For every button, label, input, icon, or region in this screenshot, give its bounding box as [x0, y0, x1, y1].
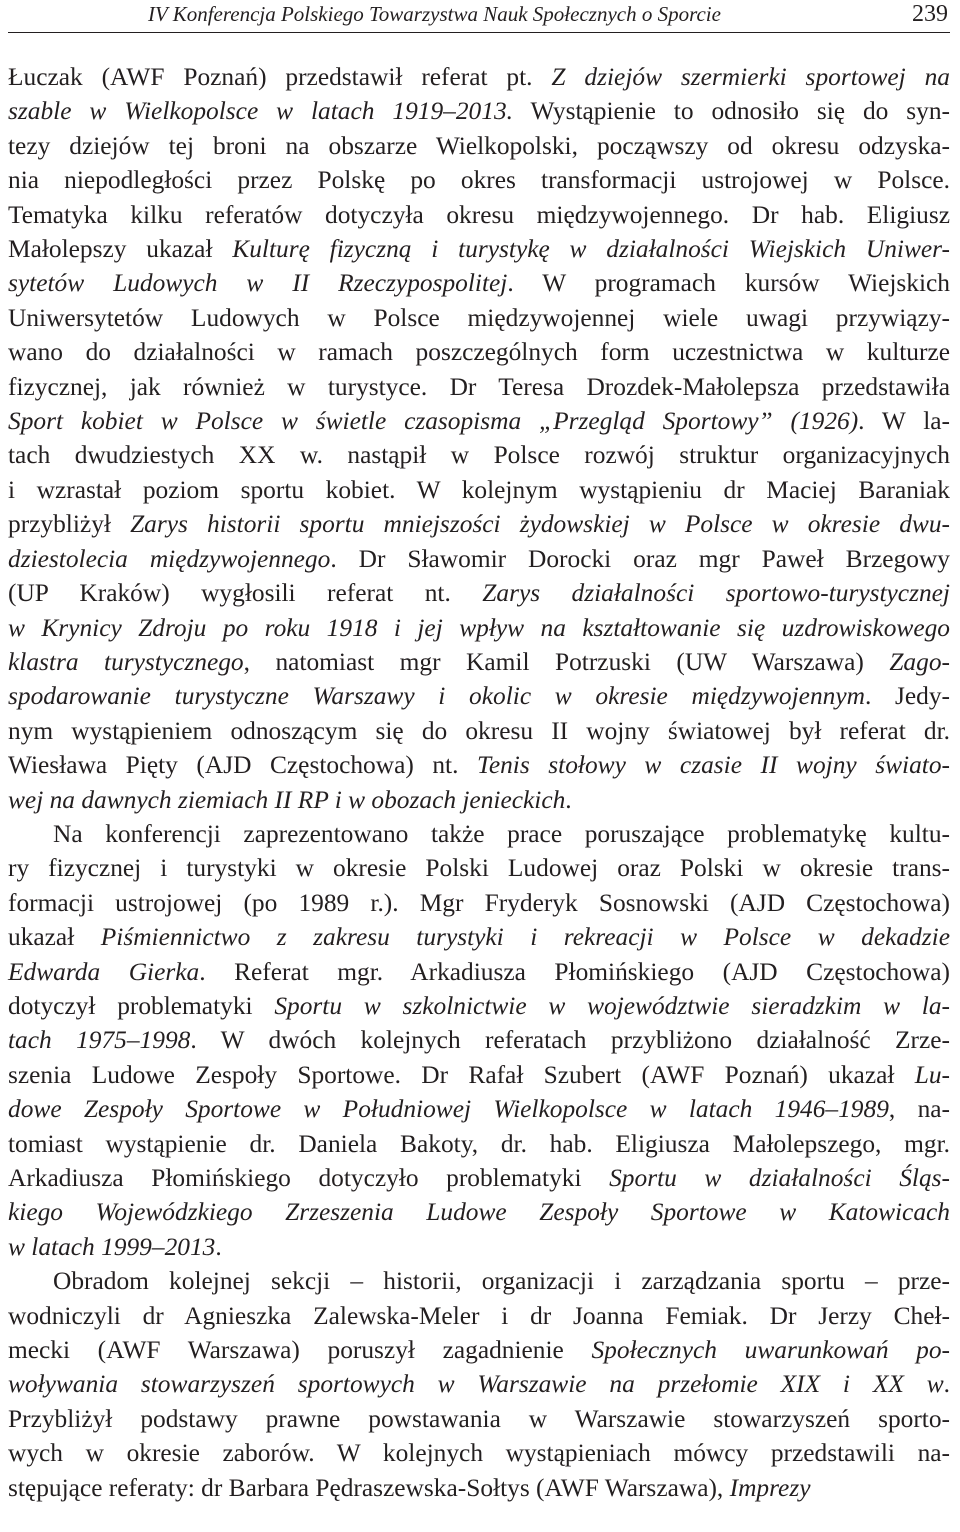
text-run: szenia Ludowe Zespoły Sportowe. Dr Rafał Szubert (AWF Poznań) ukazał: [8, 1060, 915, 1089]
italic-title-run: Kulturę fizyczną i turystykę w działalności Wiejskich Uniwer-: [232, 235, 950, 264]
italic-title-run: tach 1975–1998: [8, 1026, 191, 1055]
article-body: [8, 60, 950, 1505]
italic-title-run: spodarowanie turystyczne Warszawy i okolic w okresie międzywojennym: [8, 682, 865, 711]
italic-title-run: Sportu w działalności Śląs-: [609, 1164, 951, 1192]
text-line: [8, 748, 950, 782]
italic-title-run: Zarys działalności sportowo-turystycznej: [482, 579, 950, 608]
text-line: [8, 920, 950, 954]
text-run: nym wystąpieniem odnoszącym się do okresu II wojny światowej był referat dr.: [8, 716, 950, 745]
text-run: Arkadiusza Płomińskiego dotyczyło problematyki: [8, 1164, 610, 1192]
text-run: tomiast wystąpienie dr. Daniela Bakoty, dr. hab. Eligiusza Małolepszego, mgr.: [8, 1129, 950, 1158]
paragraph: [8, 60, 950, 817]
text-run: Wystąpienie to odnosiło się do syn-: [513, 97, 950, 126]
text-line: [8, 783, 950, 817]
text-run: Obradom kolejnej sekcji – historii, organizacji i zarządzania sportu – prze-: [53, 1267, 950, 1296]
italic-title-run: klastra turystycznego: [8, 647, 244, 676]
text-run: stępujące referaty: dr Barbara Pędraszewska-Sołtys (AWF Warszawa),: [8, 1473, 730, 1502]
text-line: [8, 1195, 950, 1229]
text-run: Wiesława Pięty (AJD Częstochowa) nt.: [8, 751, 478, 780]
text-run: formacji ustrojowej (po 1989 r.). Mgr Fryderyk Sosnowski (AJD Częstochowa): [8, 888, 950, 917]
text-run: i wzrastał poziom sportu kobiet. W kolejnym wystąpieniu dr Maciej Baraniak: [8, 475, 950, 504]
text-line: [8, 507, 950, 541]
text-line: [8, 404, 950, 438]
text-line: [8, 232, 950, 266]
text-line: [8, 1471, 950, 1505]
italic-title-run: Zarys historii sportu mniejszości żydowskiej w Polsce w okresie dwu-: [130, 510, 950, 539]
text-line: [8, 335, 950, 369]
italic-title-run: Zago-: [889, 647, 950, 676]
text-line: [8, 611, 950, 645]
text-run: , na-: [888, 1095, 950, 1124]
text-run: Uniwersytetów Ludowych w Polsce międzywojennej wiele uwagi przywiązy-: [8, 303, 950, 332]
text-line: [8, 955, 950, 989]
text-run: . W programach kursów Wiejskich: [507, 269, 950, 298]
text-line: [8, 679, 950, 713]
text-line: [8, 1161, 950, 1195]
text-run: Łuczak (AWF Poznań) przedstawił referat pt.: [8, 63, 552, 91]
text-line: [8, 1436, 950, 1470]
italic-title-run: sytetów Ludowych w II Rzeczypospolitej: [8, 269, 508, 298]
text-line: [8, 1402, 950, 1436]
text-run: Tematyka kilku referatów dotyczyła okresu międzywojennego. Dr hab. Eligiusz: [8, 200, 950, 229]
text-run: tach dwudziestych XX w. nastąpił w Polsce rozwój struktur organizacyjnych: [8, 441, 950, 470]
text-line: [8, 576, 950, 610]
text-run: Przybliżył podstawy prawne powstawania w Warszawie stowarzyszeń sporto-: [8, 1404, 950, 1433]
text-line: [8, 473, 950, 507]
text-line: [8, 714, 950, 748]
text-run: wodniczyli dr Agnieszka Zalewska-Meler i dr Joanna Femiak. Dr Jerzy Cheł-: [8, 1301, 950, 1330]
text-line: [8, 370, 950, 404]
italic-title-run: w Krynicy Zdroju po roku 1918 i jej wpływ na kształtowanie się uzdrowiskowego: [8, 613, 950, 642]
text-run: (UP Kraków) wygłosili referat nt.: [8, 579, 483, 608]
text-line: [8, 301, 950, 335]
text-run: Małolepszy ukazał: [8, 235, 233, 264]
text-run: przybliżył: [8, 510, 131, 539]
paragraph: [8, 817, 950, 1264]
text-run: fizycznej, jak również w turystyce. Dr Teresa Drozdek-Małolepsza przedstawiła: [8, 372, 950, 401]
italic-title-run: Społecznych uwarunkowań po-: [591, 1336, 951, 1365]
text-run: wych w okresie zaborów. W kolejnych wystąpieniach mówcy przedstawili na-: [8, 1439, 950, 1468]
italic-title-run: Imprezy: [729, 1473, 811, 1502]
paragraph: [8, 1264, 950, 1505]
text-line: [8, 94, 950, 128]
text-run: tezy dziejów tej broni na obszarze Wielkopolski, począwszy od okresu odzyska-: [8, 131, 950, 160]
text-line: [8, 198, 950, 232]
italic-title-run: wej na dawnych ziemiach II RP i w obozach jenieckich: [8, 785, 566, 814]
text-run: wano do działalności w ramach poszczególnych form uczestnictwa w kulturze: [8, 338, 950, 367]
text-line: [8, 163, 950, 197]
italic-title-run: dziestolecia międzywojennego: [8, 544, 331, 573]
italic-title-run: Tenis stołowy w czasie II wojny świato-: [477, 751, 950, 780]
text-line: [8, 1299, 950, 1333]
text-run: .: [565, 785, 572, 814]
text-line: [8, 645, 950, 679]
text-line: [8, 851, 950, 885]
text-line: [8, 886, 950, 920]
text-run: . W dwóch kolejnych referatach przybliżono działalność Zrze-: [190, 1026, 950, 1055]
italic-title-run: szable w Wielkopolsce w latach 1919–2013.: [8, 97, 513, 126]
text-line: [8, 542, 950, 576]
italic-title-run: w latach 1999–2013: [8, 1232, 216, 1261]
italic-title-run: Sport kobiet w Polsce w świetle czasopisma „Przegląd Sportowy” (1926): [8, 407, 859, 436]
text-run: .: [215, 1232, 222, 1261]
text-line: [8, 1023, 950, 1057]
text-run: dotyczył problematyki: [8, 991, 275, 1020]
text-line: [8, 266, 950, 300]
italic-title-run: Piśmiennictwo z zakresu turystyki i rekreacji w Polsce w dekadzie: [100, 923, 950, 952]
text-line: [8, 1264, 950, 1298]
text-line: [8, 129, 950, 163]
page-number: 239: [912, 1, 948, 27]
text-line: [8, 1127, 950, 1161]
text-run: Na konferencji zaprezentowano także prace poruszające problematykę kultu-: [53, 819, 950, 848]
text-line: [8, 60, 950, 94]
text-line: [8, 438, 950, 472]
italic-title-run: Z dziejów szermierki sportowej na: [551, 63, 950, 91]
text-run: . Jedy-: [864, 682, 950, 711]
running-header: [0, 0, 960, 34]
text-line: [8, 1333, 950, 1367]
italic-title-run: woływania stowarzyszeń sportowych w Warszawie na przełomie XIX i XX w: [8, 1370, 944, 1399]
text-line: [8, 1230, 950, 1264]
text-line: [8, 1367, 950, 1401]
text-line: [8, 1092, 950, 1126]
text-run: . W la-: [858, 407, 950, 436]
text-run: . Dr Sławomir Dorocki oraz mgr Paweł Brzegowy: [330, 544, 950, 573]
text-run: . Referat mgr. Arkadiusza Płomińskiego (AJD Częstochowa): [199, 957, 950, 986]
italic-title-run: Lu-: [914, 1060, 950, 1089]
journal-running-title: IV Konferencja Polskiego Towarzystwa Nauk Społecznych o Sporcie: [148, 2, 721, 26]
text-run: .: [943, 1370, 950, 1399]
text-line: [8, 1058, 950, 1092]
text-run: nia niepodległości przez Polskę po okres transformacji ustrojowej w Polsce.: [8, 166, 950, 195]
italic-title-run: dowe Zespoły Sportowe w Południowej Wielkopolsce w latach 1946–1989: [8, 1095, 889, 1124]
text-run: ry fizycznej i turystyki w okresie Polski Ludowej oraz Polski w okresie trans-: [8, 854, 950, 883]
text-line: [8, 989, 950, 1023]
text-run: ukazał: [8, 923, 101, 952]
text-line: [8, 817, 950, 851]
text-run: mecki (AWF Warszawa) poruszył zagadnienie: [8, 1336, 592, 1365]
header-rule: [8, 32, 950, 33]
text-run: , natomiast mgr Kamil Potrzuski (UW Warszawa): [243, 647, 890, 676]
italic-title-run: Sportu w szkolnictwie w województwie sieradzkim w la-: [274, 991, 950, 1020]
italic-title-run: kiego Wojewódzkiego Zrzeszenia Ludowe Zespoły Sportowe w Katowicach: [8, 1198, 950, 1227]
italic-title-run: Edwarda Gierka: [8, 957, 200, 986]
